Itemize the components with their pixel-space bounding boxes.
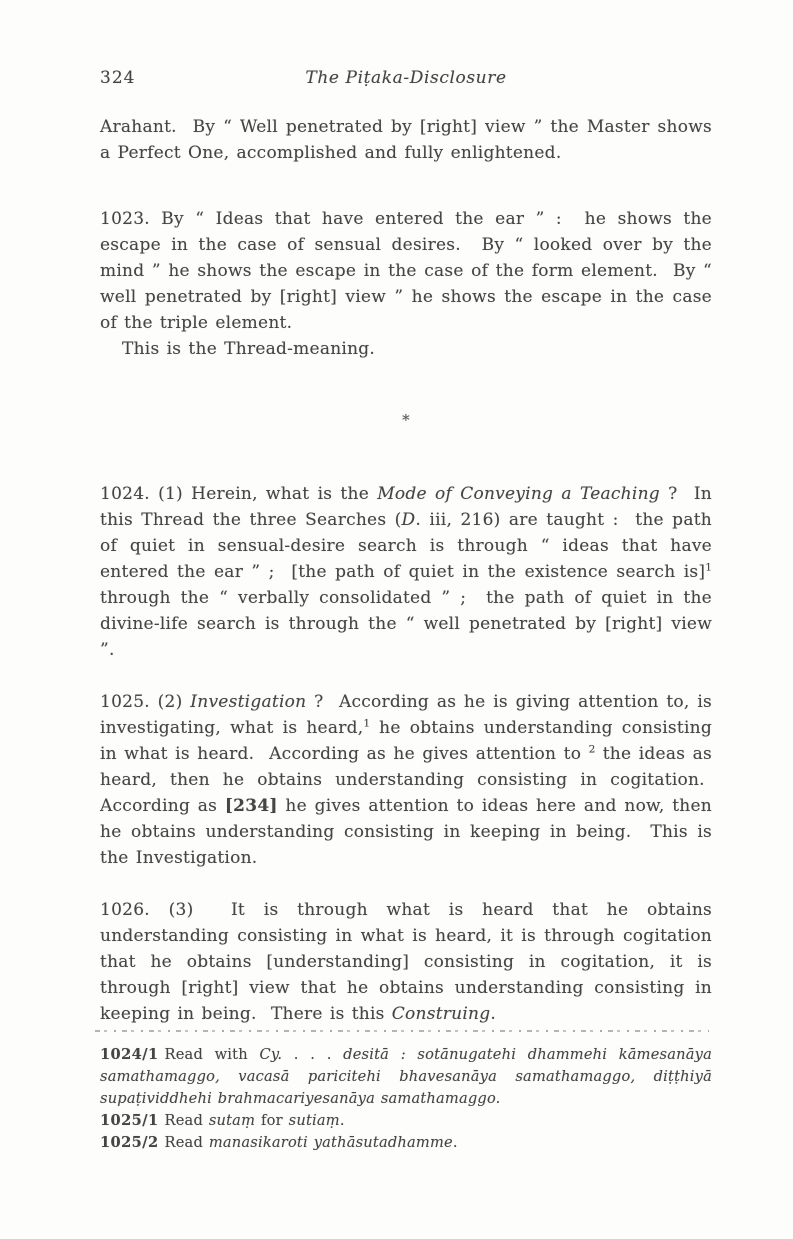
running-title: The Piṭaka-Disclosure bbox=[305, 68, 507, 88]
footnote-text: Read sutaṃ for sutiaṃ. bbox=[164, 1112, 345, 1129]
footnote-label: 1025/1 bbox=[100, 1112, 159, 1129]
footnotes-block bbox=[100, 1044, 712, 1154]
paragraph-thread-meaning: This is the Thread-meaning. bbox=[122, 339, 376, 359]
paragraph-arahant: Arahant. By “ Well penetrated by [right] view ” the Master shows a Perfect One, accomplished and fully enlightened. bbox=[100, 117, 712, 163]
footnote-label: 1024/1 bbox=[100, 1046, 159, 1063]
footnote-separator-rule bbox=[95, 1030, 709, 1032]
footnote-label: 1025/2 bbox=[100, 1134, 159, 1151]
section-break-asterisk: * bbox=[402, 411, 410, 429]
paragraph-1024: 1024. (1) Herein, what is the Mode of Conveying a Teaching ? In this Thread the three Searches (D. iii, 216) are taught : the path of quiet in sensual-desire search is through “ ideas that have entered the ear ” ; [the path of quiet in the existence search is]$^1$ through the “ verbally consolidated ” ; the path of quiet in the divine-life search is through the “ well penetrated by [right] view ”. bbox=[100, 484, 712, 660]
footnote-text: Read with Cy. . . . desitā : sotānugatehi dhammehi kāmesanāya samathamaggo, vacasā paricitehi bhavesanāya samathamaggo, diṭṭhiyā supaṭividdhehi brahmacariyesanāya samathamaggo. bbox=[100, 1046, 712, 1107]
paragraph-1025: 1025. (2) Investigation ? According as he is giving attention to, is investigating, what is heard,$^1$ he obtains understanding consisting in what is heard. According as he gives attention to $^2$ the ideas as heard, then he obtains understanding consisting in cogitation. According as [234] he gives attention to ideas here and now, then he obtains understanding consisting in keeping in being. This is the Investigation. bbox=[100, 692, 712, 868]
paragraph-1023: 1023. By “ Ideas that have entered the ear ” : he shows the escape in the case of sensual desires. By “ looked over by the mind ” he shows the escape in the case of the form element. By “ well penetrated by [right] view ” he shows the escape in the case of the triple element. bbox=[100, 209, 712, 333]
page-body bbox=[100, 106, 712, 1027]
footnote-1024-1 bbox=[100, 1044, 712, 1110]
page-number: 324 bbox=[100, 68, 136, 88]
footnote-text: Read manasikaroti yathāsutadhamme. bbox=[164, 1134, 458, 1151]
footnote-1025-2 bbox=[100, 1132, 712, 1154]
page-header bbox=[100, 66, 712, 92]
footnote-1025-1 bbox=[100, 1110, 712, 1132]
paragraph-1026: 1026. (3) It is through what is heard that he obtains understanding consisting in what is heard, it is through cogitation that he obtains [understanding] consisting in cogitation, it is through [right] view that he obtains understanding consisting in keeping in being. There is this Construing. bbox=[100, 900, 712, 1024]
